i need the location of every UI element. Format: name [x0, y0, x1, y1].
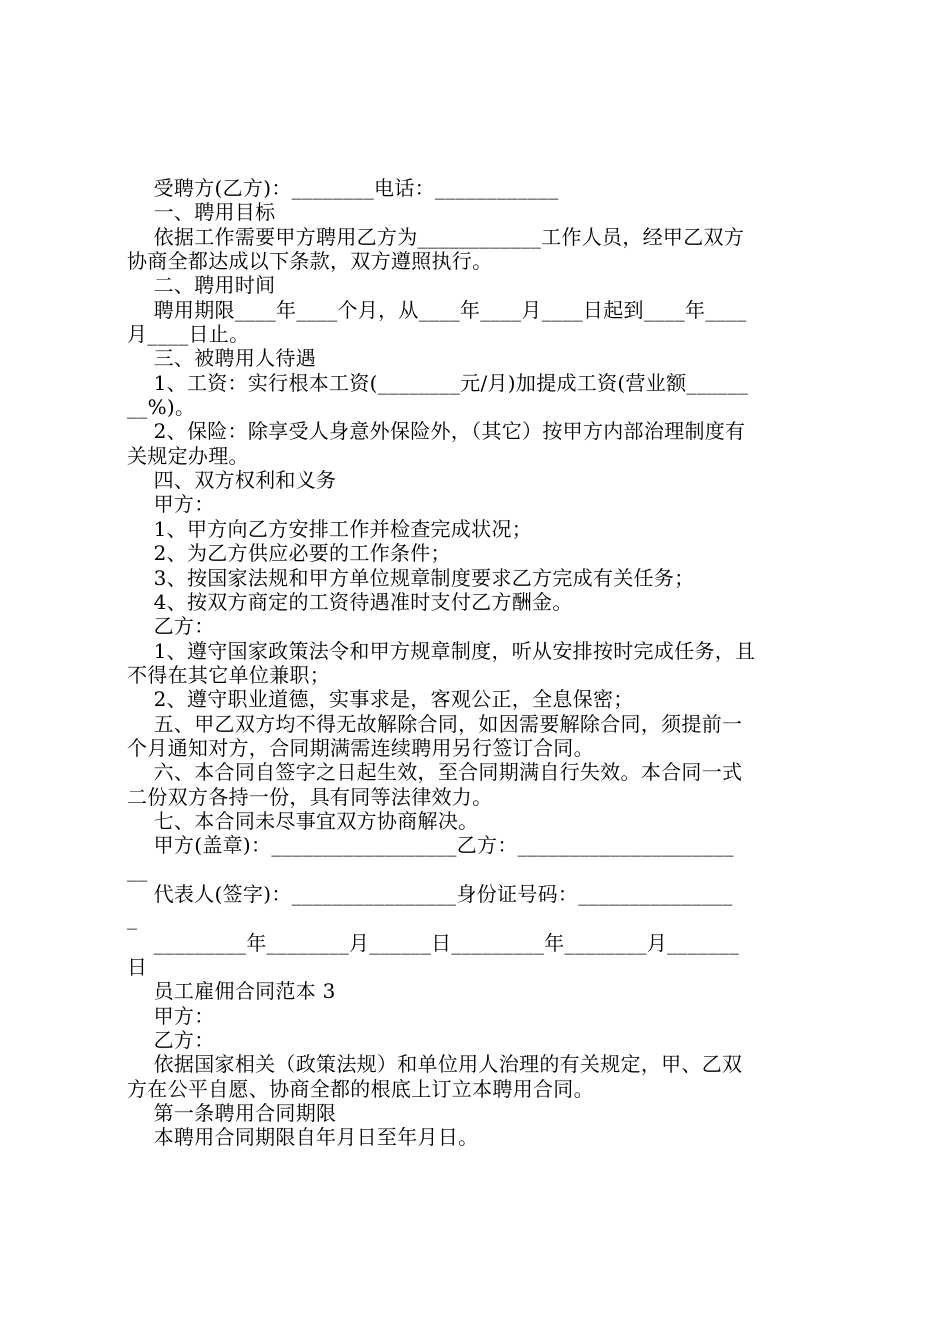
text-line: 第一条聘用合同期限 — [127, 1101, 337, 1126]
text-line: 七、本合同未尽事宜双方协商解决。 — [127, 808, 479, 833]
text-line: 六、本合同自签字之日起生效，至合同期满自行失效。本合同一式 — [127, 760, 743, 785]
text-line: 甲方： — [127, 492, 215, 517]
text-line: 2、遵守职业道德，实事求是，客观公正，全息保密； — [127, 687, 634, 712]
text-line: 不得在其它单位兼职； — [127, 662, 330, 687]
text-line: _________年________月______日_________年________月_______ — [127, 930, 740, 955]
text-line: 甲方(盖章)：__________________乙方：_____________________ — [127, 833, 734, 858]
text-line: 关规定办理。 — [127, 443, 249, 468]
text-line: 本聘用合同期限自年月日至年月日。 — [127, 1125, 479, 1150]
text-line: 甲方： — [127, 1003, 215, 1028]
text-line: 聘用期限____年____个月，从____年____月____日起到____年____ — [127, 297, 747, 322]
text-line: 1、甲方向乙方安排工作并检查完成状况； — [127, 516, 533, 541]
text-line: 协商全都达成以下条款，双方遵照执行。 — [127, 249, 493, 274]
text-line: 依据工作需要甲方聘用乙方为____________工作人员，经甲乙双方 — [127, 224, 745, 249]
text-line: 代表人(签字)：________________身份证号码：_______________ — [127, 881, 733, 906]
text-line: 4、按双方商定的工资待遇准时支付乙方酬金。 — [127, 589, 573, 614]
text-line: 三、被聘用人待遇 — [127, 346, 317, 371]
text-line: 日 — [127, 955, 148, 979]
text-line: _ — [127, 906, 138, 931]
text-line: 一、聘用目标 — [127, 200, 276, 225]
text-line: 二份双方各持一份，具有同等法律效力。 — [127, 784, 493, 809]
text-line: 受聘方(乙方)：________电话：____________ — [127, 176, 559, 200]
text-line: 二、聘用时间 — [127, 273, 276, 298]
text-line: 员工雇佣合同范本 3 — [127, 979, 336, 1004]
text-line: 方在公平自愿、协商全都的根底上订立本聘用合同。 — [127, 1076, 594, 1101]
text-line: 2、保险：除享受人身意外保险外，（其它）按甲方内部治理制度有 — [127, 419, 746, 444]
text-line: 乙方： — [127, 1028, 215, 1053]
text-line: 2、为乙方供应必要的工作条件； — [127, 541, 451, 566]
text-line: 1、工资：实行根本工资(________元/月)加提成工资(营业额______ — [127, 370, 749, 395]
text-line: __ — [127, 857, 148, 882]
text-line: 月____日止。 — [127, 322, 250, 347]
contract-text — [127, 176, 833, 1150]
text-line: 乙方： — [127, 614, 215, 639]
text-line: 个月通知对方，合同期满需连续聘用另行签订合同。 — [127, 735, 594, 760]
text-line: 四、双方权利和义务 — [127, 468, 337, 493]
text-line: 1、遵守国家政策法令和甲方规章制度，听从安排按时完成任务，且 — [127, 638, 756, 663]
text-line: 五、甲乙双方均不得无故解除合同，如因需要解除合同，须提前一 — [127, 711, 743, 736]
text-line: 3、按国家法规和甲方单位规章制度要求乙方完成有关任务； — [127, 565, 695, 590]
text-line: 依据国家相关（政策法规）和单位用人治理的有关规定，甲、乙双 — [127, 1052, 743, 1077]
text-line: __%)。 — [127, 395, 196, 420]
